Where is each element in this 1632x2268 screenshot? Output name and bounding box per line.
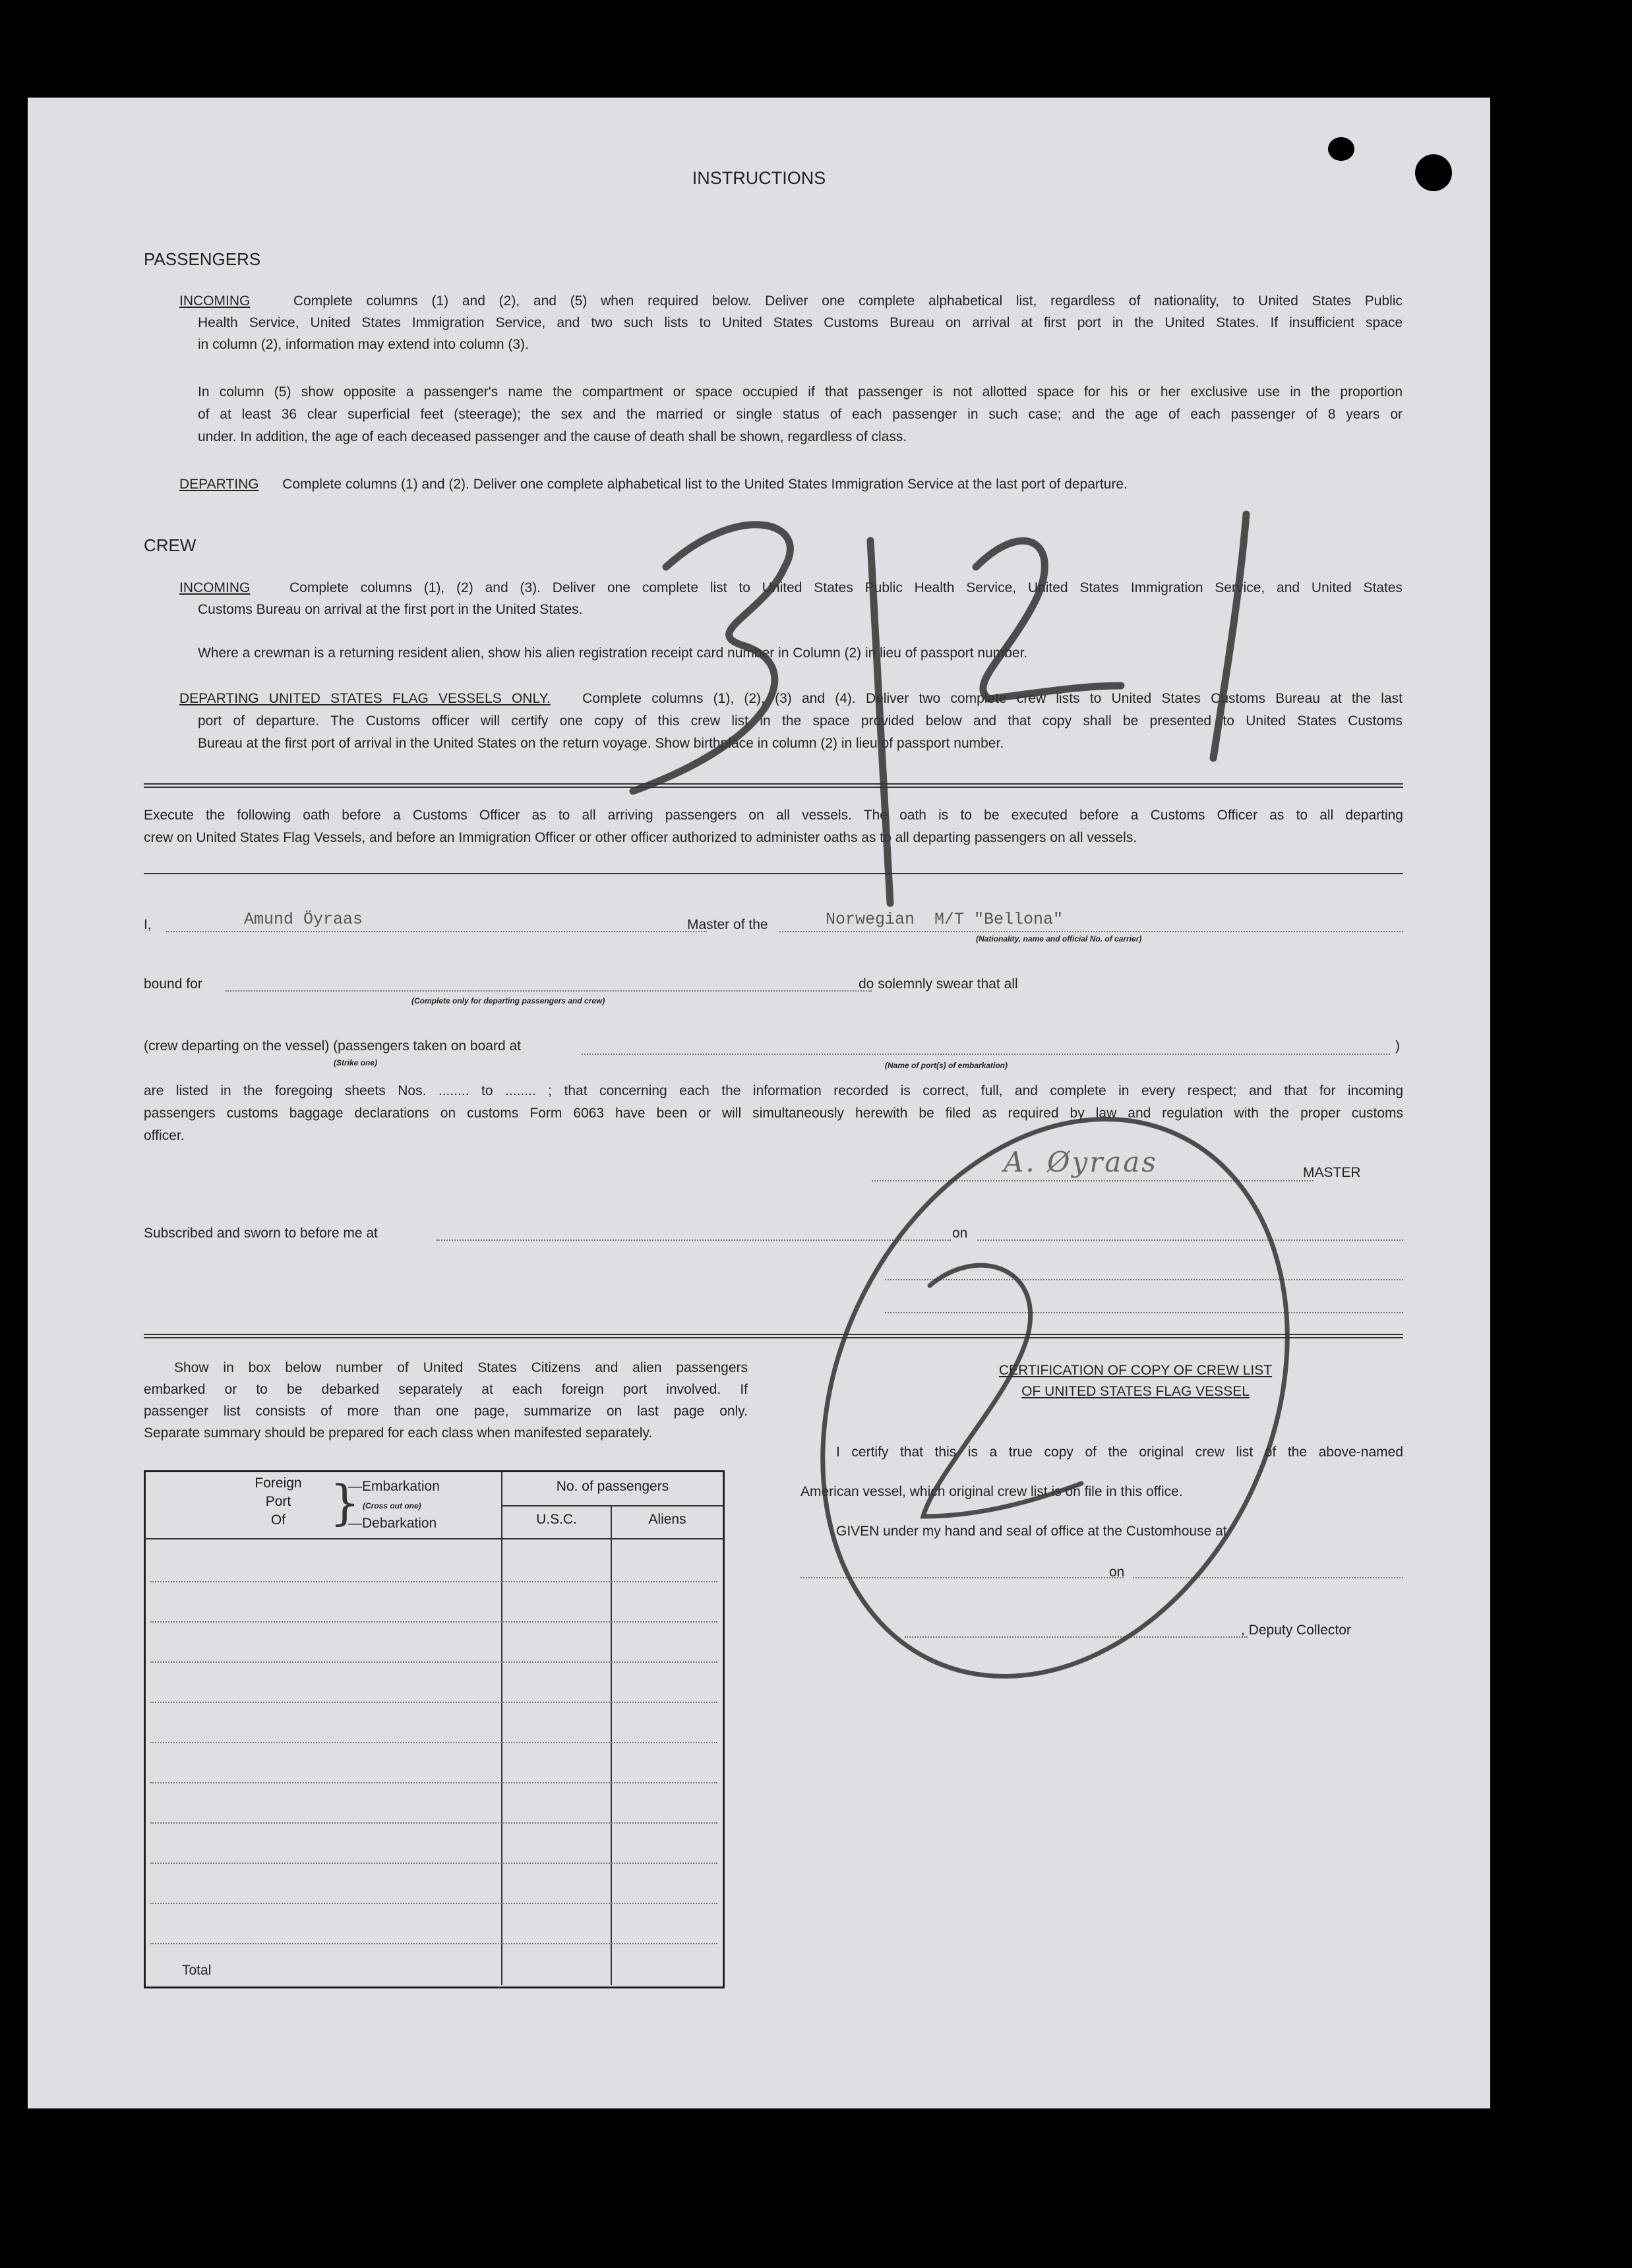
of-label: Of [270, 1512, 286, 1528]
no-passengers-header: No. of passengers [556, 1479, 669, 1494]
certification-title-2: OF UNITED STATES FLAG VESSEL [1021, 1384, 1250, 1399]
page-title: INSTRUCTIONS [692, 168, 826, 188]
certification-body-1: I certify that this is a true copy of the original crew list of the above-named [836, 1445, 1403, 1460]
certification-body-2: American vessel, which original crew list is on file in this office. [801, 1484, 1183, 1499]
master-label: MASTER [1303, 1165, 1361, 1180]
cross-out-caption: (Cross out one) [363, 1501, 421, 1510]
vessel-caption: (Nationality, name and official No. of carrier) [976, 934, 1142, 943]
port-label: Port [265, 1494, 291, 1509]
crew-heading: CREW [144, 535, 196, 555]
subscribed-label: Subscribed and sworn to before me at [144, 1226, 378, 1241]
subscribed-on-label: on [952, 1226, 968, 1241]
certification-given: GIVEN under my hand and seal of office at the Customhouse at [836, 1524, 1227, 1539]
crew-departing-label: DEPARTING UNITED STATES FLAG VESSELS ONLY. [179, 691, 551, 706]
debarkation-label: —Debarkation [348, 1516, 437, 1531]
listed-line-2: passengers customs baggage declarations on customs Form 6063 have been or will simultaneously herewith be filed as required by law and regulation with the proper customs [144, 1106, 1403, 1121]
passengers-incoming-line-3: in column (2), information may extend into column (3). [198, 337, 529, 352]
strike-caption: (Strike one) [334, 1058, 378, 1067]
punch-hole-2 [1415, 154, 1452, 191]
certification-title-1: CERTIFICATION OF COPY OF CREW LIST [998, 1363, 1273, 1378]
crew-incoming-line-2: Customs Bureau on arrival at the first port in the United States. [198, 602, 583, 617]
certification-on-label: on [1109, 1565, 1125, 1580]
usc-header: U.S.C. [536, 1512, 577, 1527]
passengers-departing-text: Complete columns (1) and (2). Deliver one complete alphabetical list to the United States Immigration Service at the last port of departure. [282, 477, 1128, 492]
close-paren: ) [1395, 1038, 1400, 1054]
listed-line-3: officer. [144, 1128, 185, 1143]
crew-departing-line-3: Bureau at the first port of arrival in the United States on the return voyage. Show birthplace in column (2) in lieu of passport number. [198, 736, 1004, 751]
crayon-3-21-mark [633, 514, 1246, 903]
passengers-incoming-label: INCOMING [179, 293, 251, 309]
embarkation-label: —Embarkation [348, 1479, 440, 1494]
aliens-header: Aliens [648, 1512, 686, 1527]
summary-intro-line-3: passenger list consists of more than one page, summarize on last page only. [144, 1404, 748, 1419]
column5-line-1: In column (5) show opposite a passenger's name the compartment or space occupied if that passenger is not allotted space for his or her exclusive use in the proportion [198, 384, 1403, 400]
oath-intro-line-2: crew on United States Flag Vessels, and before an Immigration Officer or other officer authorized to administer oaths as to all departing passengers on all vessels. [144, 830, 1137, 845]
passengers-heading: PASSENGERS [144, 249, 261, 269]
master-name-field: Amund Öyraas [244, 910, 363, 929]
master-signature: A. Øyraas [1004, 1146, 1158, 1178]
passengers-departing-label: DEPARTING [179, 477, 259, 492]
vessel-field: Norwegian M/T "Bellona" [826, 910, 1064, 929]
passengers-incoming-line-2: Health Service, United States Immigration Service, and two such lists to United States Customs Bureau on arrival at first port in the United States. If insufficient space [198, 315, 1403, 330]
embark-caption: (Name of port(s) of embarkation) [885, 1061, 1008, 1070]
swear-label: do solemnly swear that all [859, 976, 1018, 992]
crew-incoming-text-1: Complete columns (1), (2) and (3). Deliver one complete list to United States Public Health Service, United States Immigration Service, and United States [289, 580, 1403, 595]
column5-line-3: under. In addition, the age of each deceased passenger and the cause of death shall be shown, regardless of class. [198, 429, 907, 444]
oath-i-label: I, [144, 917, 152, 932]
bound-for-caption: (Complete only for departing passengers and crew) [411, 996, 605, 1005]
oath-intro-line-1: Execute the following oath before a Customs Officer as to all arriving passengers on all vessels. The oath is to be executed before a Customs Officer as to all departing [144, 808, 1403, 823]
summary-intro-line-4: Separate summary should be prepared for each class when manifested separately. [144, 1425, 653, 1441]
passengers-incoming-text-1: Complete columns (1) and (2), and (5) when required below. Deliver one complete alphabetical list, regardless of nationality, to United States Public [293, 293, 1403, 309]
circled-2-mark [735, 1043, 1375, 1752]
crew-resident-line: Where a crewman is a returning resident alien, show his alien registration receipt card number in Column (2) in lieu of passport number. [198, 645, 1028, 661]
foreign-label: Foreign [255, 1476, 302, 1491]
punch-hole-1 [1328, 137, 1354, 161]
brace-icon: } [330, 1475, 360, 1530]
master-of-label: Master of the [687, 917, 768, 932]
bound-for-label: bound for [144, 976, 202, 992]
listed-line-1: are listed in the foregoing sheets Nos. ........ to ........ ; that concerning each the information recorded is correct, full, and complete in every respect; and that for incoming [144, 1083, 1403, 1098]
crew-departing-text-1: Complete columns (1), (2), (3) and (4). Deliver two complete crew lists to United States Customs Bureau at the last [582, 691, 1403, 706]
crew-incoming-label: INCOMING [179, 580, 251, 595]
summary-intro-line-2: embarked or to be debarked separately at each foreign port involved. If [144, 1382, 748, 1397]
total-label: Total [182, 1963, 212, 1978]
deputy-collector-label: , Deputy Collector [1241, 1623, 1351, 1638]
crew-passengers-label: (crew departing on the vessel) (passengers taken on board at [144, 1038, 521, 1054]
column5-line-2: of at least 36 clear superficial feet (steerage); the sex and the married or single status of each passenger in such case; and the age of each passenger of 8 years or [198, 407, 1403, 422]
summary-intro-line-1: Show in box below number of United States Citizens and alien passengers [174, 1360, 748, 1375]
crew-departing-line-2: port of departure. The Customs officer will certify one copy of this crew list in the space provided below and that copy shall be presented to United States Customs [198, 713, 1403, 729]
